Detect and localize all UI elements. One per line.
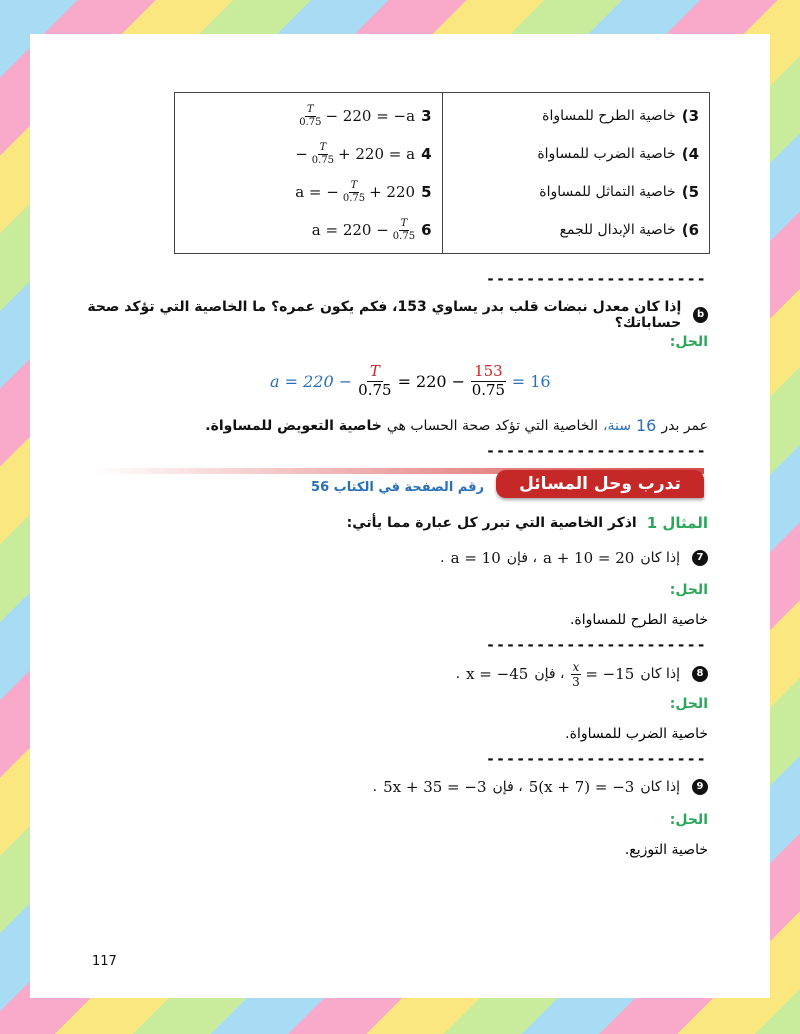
table-row: 6) خاصية الإبدال للجمع (559, 221, 699, 239)
table-row: 5) خاصية التماثل للمساواة (539, 183, 699, 201)
question-9: 9 إذا كان 5(x + 7) = −3 ، فإن 5x + 35 = −3 . (373, 778, 708, 796)
example-instruction: اذكر الخاصية التي تبرر كل عبارة مما يأتي: (346, 515, 637, 531)
section-banner: تدرب وحل المسائل (496, 470, 704, 498)
page-number: 117 (92, 954, 117, 969)
example-label: المثال 1 (646, 514, 708, 532)
equation: a = 220 − $\frac{T}{0.75}$ (311, 217, 416, 242)
question-7: 7 إذا كان a + 10 = 20 ، فإن a = 10 . (440, 549, 708, 567)
equation-row: 5 a = − $\frac{T}{0.75}$ + 220 (295, 179, 432, 204)
table-row: 3) خاصية الطرح للمساواة (542, 107, 699, 125)
solution-label: الحل: (669, 696, 708, 712)
question-badge: b (693, 307, 708, 323)
solution-equation: a = 220 − $\frac{T}{0.75}$ = 220 − $\frac{153}{0.75}$ = 16 (270, 362, 551, 399)
property-label: خاصية التماثل للمساواة (539, 184, 676, 200)
question-b (68, 299, 708, 331)
property-label: خاصية الضرب للمساواة (537, 146, 676, 162)
solution-answer: عمر بدر 16 سنة، الخاصية التي تؤكد صحة الحساب هي خاصية التعويض للمساواة. (205, 416, 708, 435)
equation: a = − $\frac{T}{0.75}$ + 220 (295, 179, 416, 204)
table-row: 4) خاصية الضرب للمساواة (537, 145, 699, 163)
answer-7: خاصية الطرح للمساواة. (569, 612, 708, 628)
answer-9: خاصية التوزيع. (624, 842, 708, 858)
equation-row: 4 − $\frac{T}{0.75}$ + 220 = a (295, 141, 432, 166)
equation: $\frac{T}{0.75}$ − 220 = −a (299, 103, 416, 128)
solution-label: الحل: (669, 582, 708, 598)
book-page-ref: رقم الصفحة في الكتاب 56 (311, 480, 484, 495)
equation: − $\frac{T}{0.75}$ + 220 = a (295, 141, 416, 166)
separator: ---------------------- (486, 750, 707, 768)
properties-column (442, 93, 710, 254)
properties-table (174, 92, 710, 254)
page (30, 34, 770, 998)
separator: ---------------------- (486, 270, 707, 288)
solution-label: الحل: (669, 334, 708, 350)
solution-label: الحل: (669, 812, 708, 828)
example-heading (347, 514, 708, 532)
equations-column (175, 93, 443, 254)
equation-row: 3 $\frac{T}{0.75}$ − 220 = −a (299, 103, 432, 128)
property-label: خاصية الطرح للمساواة (542, 108, 676, 124)
separator: ---------------------- (486, 636, 707, 654)
property-label: خاصية الإبدال للجمع (559, 222, 676, 238)
separator: ---------------------- (486, 442, 707, 460)
answer-8: خاصية الضرب للمساواة. (565, 726, 708, 742)
question-text: إذا كان معدل نبضات قلب بدر يساوي 153، فكم يكون عمره؟ ما الخاصية التي تؤكد صحة حساباتك؟ (87, 299, 682, 331)
equation-row: 6 a = 220 − $\frac{T}{0.75}$ (311, 217, 432, 242)
question-8: 8 إذا كان $\frac{x}{3}$ = −15 ، فإن x = −45 . (456, 660, 708, 688)
